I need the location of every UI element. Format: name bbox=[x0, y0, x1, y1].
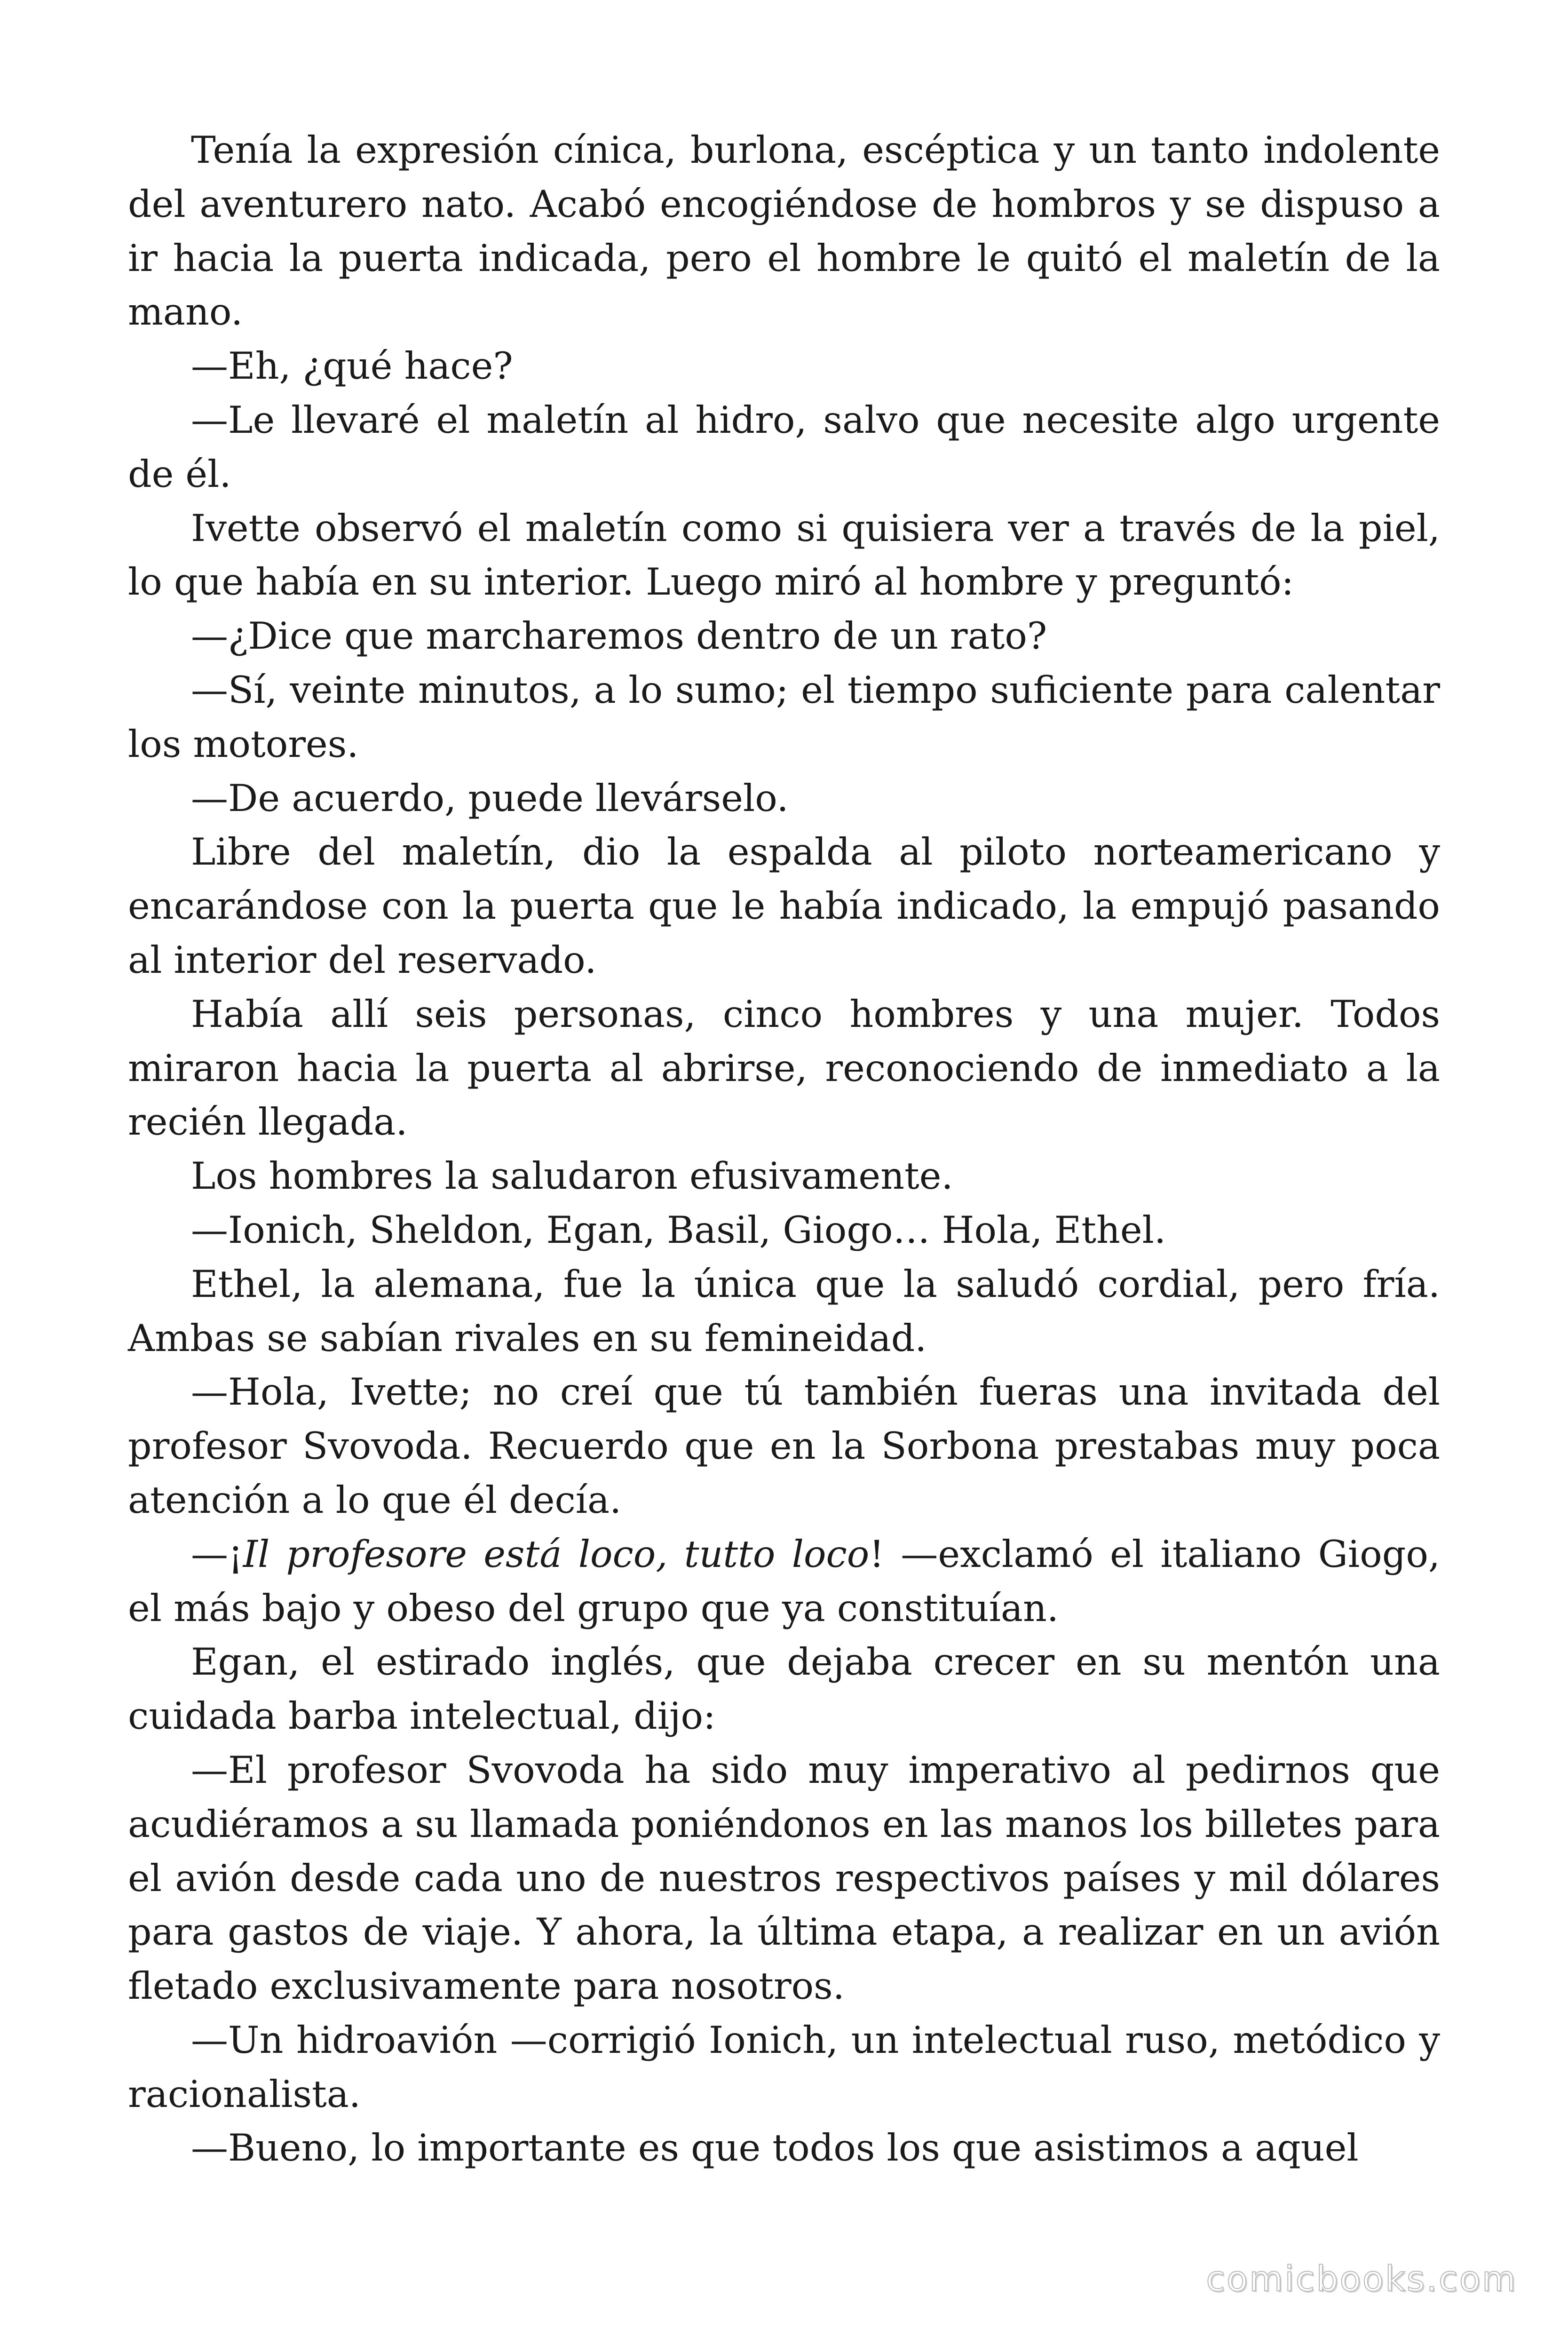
paragraph: —Bueno, lo importante es que todos los que asistimos a aquel bbox=[191, 2126, 1359, 2170]
paragraph: —El profesor Svovoda ha sido muy imperativo al pedirnos que acudiéramos a su llamada poniéndonos en las manos los billetes para el avión desde cada uno de nuestros respectivos países y mil dólares para gastos de viaje. Y ahora, la última etapa, a realizar en un avión fletado exclusivamente para nosotros. bbox=[128, 1748, 1440, 2008]
paragraph: —Ionich, Sheldon, Egan, Basil, Giogo… Hola, Ethel. bbox=[191, 1208, 1166, 1252]
paragraph: —Sí, veinte minutos, a lo sumo; el tiempo suficiente para calentar los motores. bbox=[128, 668, 1440, 766]
paragraph: Ethel, la alemana, fue la única que la saludó cordial, pero fría. Ambas se sabían rivales en su femineidad. bbox=[128, 1262, 1440, 1360]
watermark: comicbooks.com bbox=[1206, 2259, 1517, 2299]
paragraph: Egan, el estirado inglés, que dejaba crecer en su mentón una cuidada barba intelectual, dijo: bbox=[128, 1640, 1440, 1738]
paragraph: —Le llevaré el maletín al hidro, salvo que necesite algo urgente de él. bbox=[128, 398, 1440, 496]
paragraph: —De acuerdo, puede llevárselo. bbox=[191, 776, 789, 820]
paragraph: Tenía la expresión cínica, burlona, escéptica y un tanto indolente del aventurero nato. Acabó encogiéndose de hombros y se dispuso a ir hacia la puerta indicada, pero el hombre le quitó el maletín de la mano. bbox=[128, 128, 1440, 334]
paragraph: —Un hidroavión —corrigió Ionich, un intelectual ruso, metódico y racionalista. bbox=[128, 2018, 1440, 2116]
page-text bbox=[128, 123, 1440, 2175]
paragraph: Había allí seis personas, cinco hombres y una mujer. Todos miraron hacia la puerta al abrirse, reconociendo de inmediato a la recién llegada. bbox=[128, 992, 1440, 1144]
quote-open: —¡ bbox=[191, 1532, 243, 1576]
italian-quote-paragraph bbox=[128, 1527, 1440, 1636]
paragraph: Libre del maletín, dio la espalda al piloto norteamericano y encarándose con la puerta que le había indicado, la empujó pasando al interior del reservado. bbox=[128, 830, 1440, 982]
paragraph: —Hola, Ivette; no creí que tú también fueras una invitada del profesor Svovoda. Recuerdo que en la Sorbona prestabas muy poca atención a lo que él decía. bbox=[128, 1370, 1440, 1522]
paragraph: —Eh, ¿qué hace? bbox=[191, 344, 513, 388]
paragraph: —¿Dice que marcharemos dentro de un rato? bbox=[191, 614, 1047, 658]
quote-close: ! —exclamó el italiano Giogo, el más bajo y obeso del grupo que ya constituían. bbox=[128, 1532, 1440, 1630]
paragraph: Ivette observó el maletín como si quisiera ver a través de la piel, lo que había en su interior. Luego miró al hombre y preguntó: bbox=[128, 506, 1440, 604]
italian-phrase: Il profesore está loco, tutto loco bbox=[243, 1532, 870, 1576]
paragraph: Los hombres la saludaron efusivamente. bbox=[191, 1154, 953, 1198]
